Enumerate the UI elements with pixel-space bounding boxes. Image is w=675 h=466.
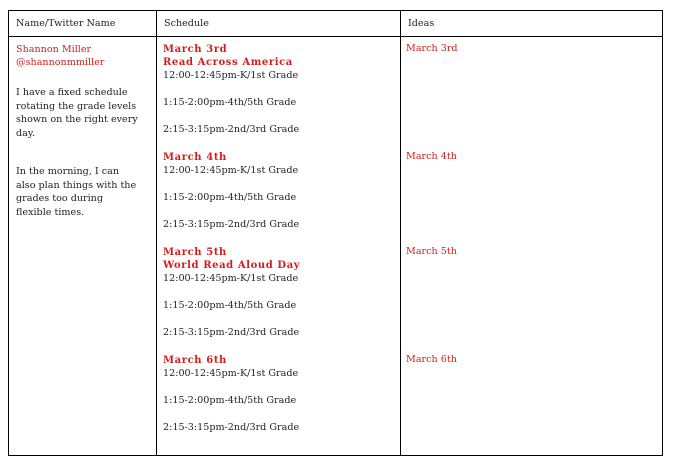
- day-event: Read Across America: [163, 57, 293, 68]
- time-slot: 1:15-2:00pm-4th/5th Grade: [163, 300, 297, 311]
- time-slot: 12:00-12:45pm-K/1st Grade: [163, 70, 299, 81]
- time-slot: 1:15-2:00pm-4th/5th Grade: [163, 395, 297, 406]
- time-slot: 2:15-3:15pm-2nd/3rd Grade: [163, 219, 300, 230]
- header-ideas: Ideas: [401, 11, 663, 37]
- time-slot: 12:00-12:45pm-K/1st Grade: [163, 368, 299, 379]
- person-note-morning: In the morning, I can also plan things with the grades too during flexible times.: [16, 166, 137, 218]
- idea-date: March 5th: [406, 246, 457, 257]
- time-slot: 2:15-3:15pm-2nd/3rd Grade: [163, 422, 300, 433]
- time-slot: 12:00-12:45pm-K/1st Grade: [163, 165, 299, 176]
- time-slot: 2:15-3:15pm-2nd/3rd Grade: [163, 124, 300, 135]
- idea-date: March 6th: [406, 354, 457, 365]
- header-row: [9, 11, 663, 37]
- day-date: March 3rd: [163, 44, 228, 55]
- time-slot: 1:15-2:00pm-4th/5th Grade: [163, 192, 297, 203]
- table-row: [9, 37, 663, 456]
- header-name: Name/Twitter Name: [9, 11, 157, 37]
- day-block-march-4: [163, 151, 393, 231]
- day-date: March 5th: [163, 247, 227, 258]
- person-name: Shannon Miller: [16, 44, 92, 55]
- schedule-table: [8, 10, 663, 456]
- name-cell: [9, 37, 157, 456]
- time-slot: 2:15-3:15pm-2nd/3rd Grade: [163, 327, 300, 338]
- header-schedule: Schedule: [157, 11, 401, 37]
- schedule-cell: [157, 37, 401, 456]
- time-slot: 1:15-2:00pm-4th/5th Grade: [163, 97, 297, 108]
- day-block-march-5: [163, 246, 393, 339]
- person-note-schedule: I have a fixed schedule rotating the grade levels shown on the right every day.: [16, 87, 138, 139]
- time-slot: 12:00-12:45pm-K/1st Grade: [163, 273, 299, 284]
- day-event: World Read Aloud Day: [163, 260, 301, 271]
- day-date: March 6th: [163, 355, 227, 366]
- twitter-handle: @shannonmmiller: [16, 57, 105, 68]
- idea-date: March 3rd: [406, 43, 458, 54]
- day-date: March 4th: [163, 152, 227, 163]
- ideas-cell: [401, 37, 663, 456]
- day-block-march-3: [163, 43, 393, 136]
- day-block-march-6: [163, 354, 393, 434]
- idea-date: March 4th: [406, 151, 457, 162]
